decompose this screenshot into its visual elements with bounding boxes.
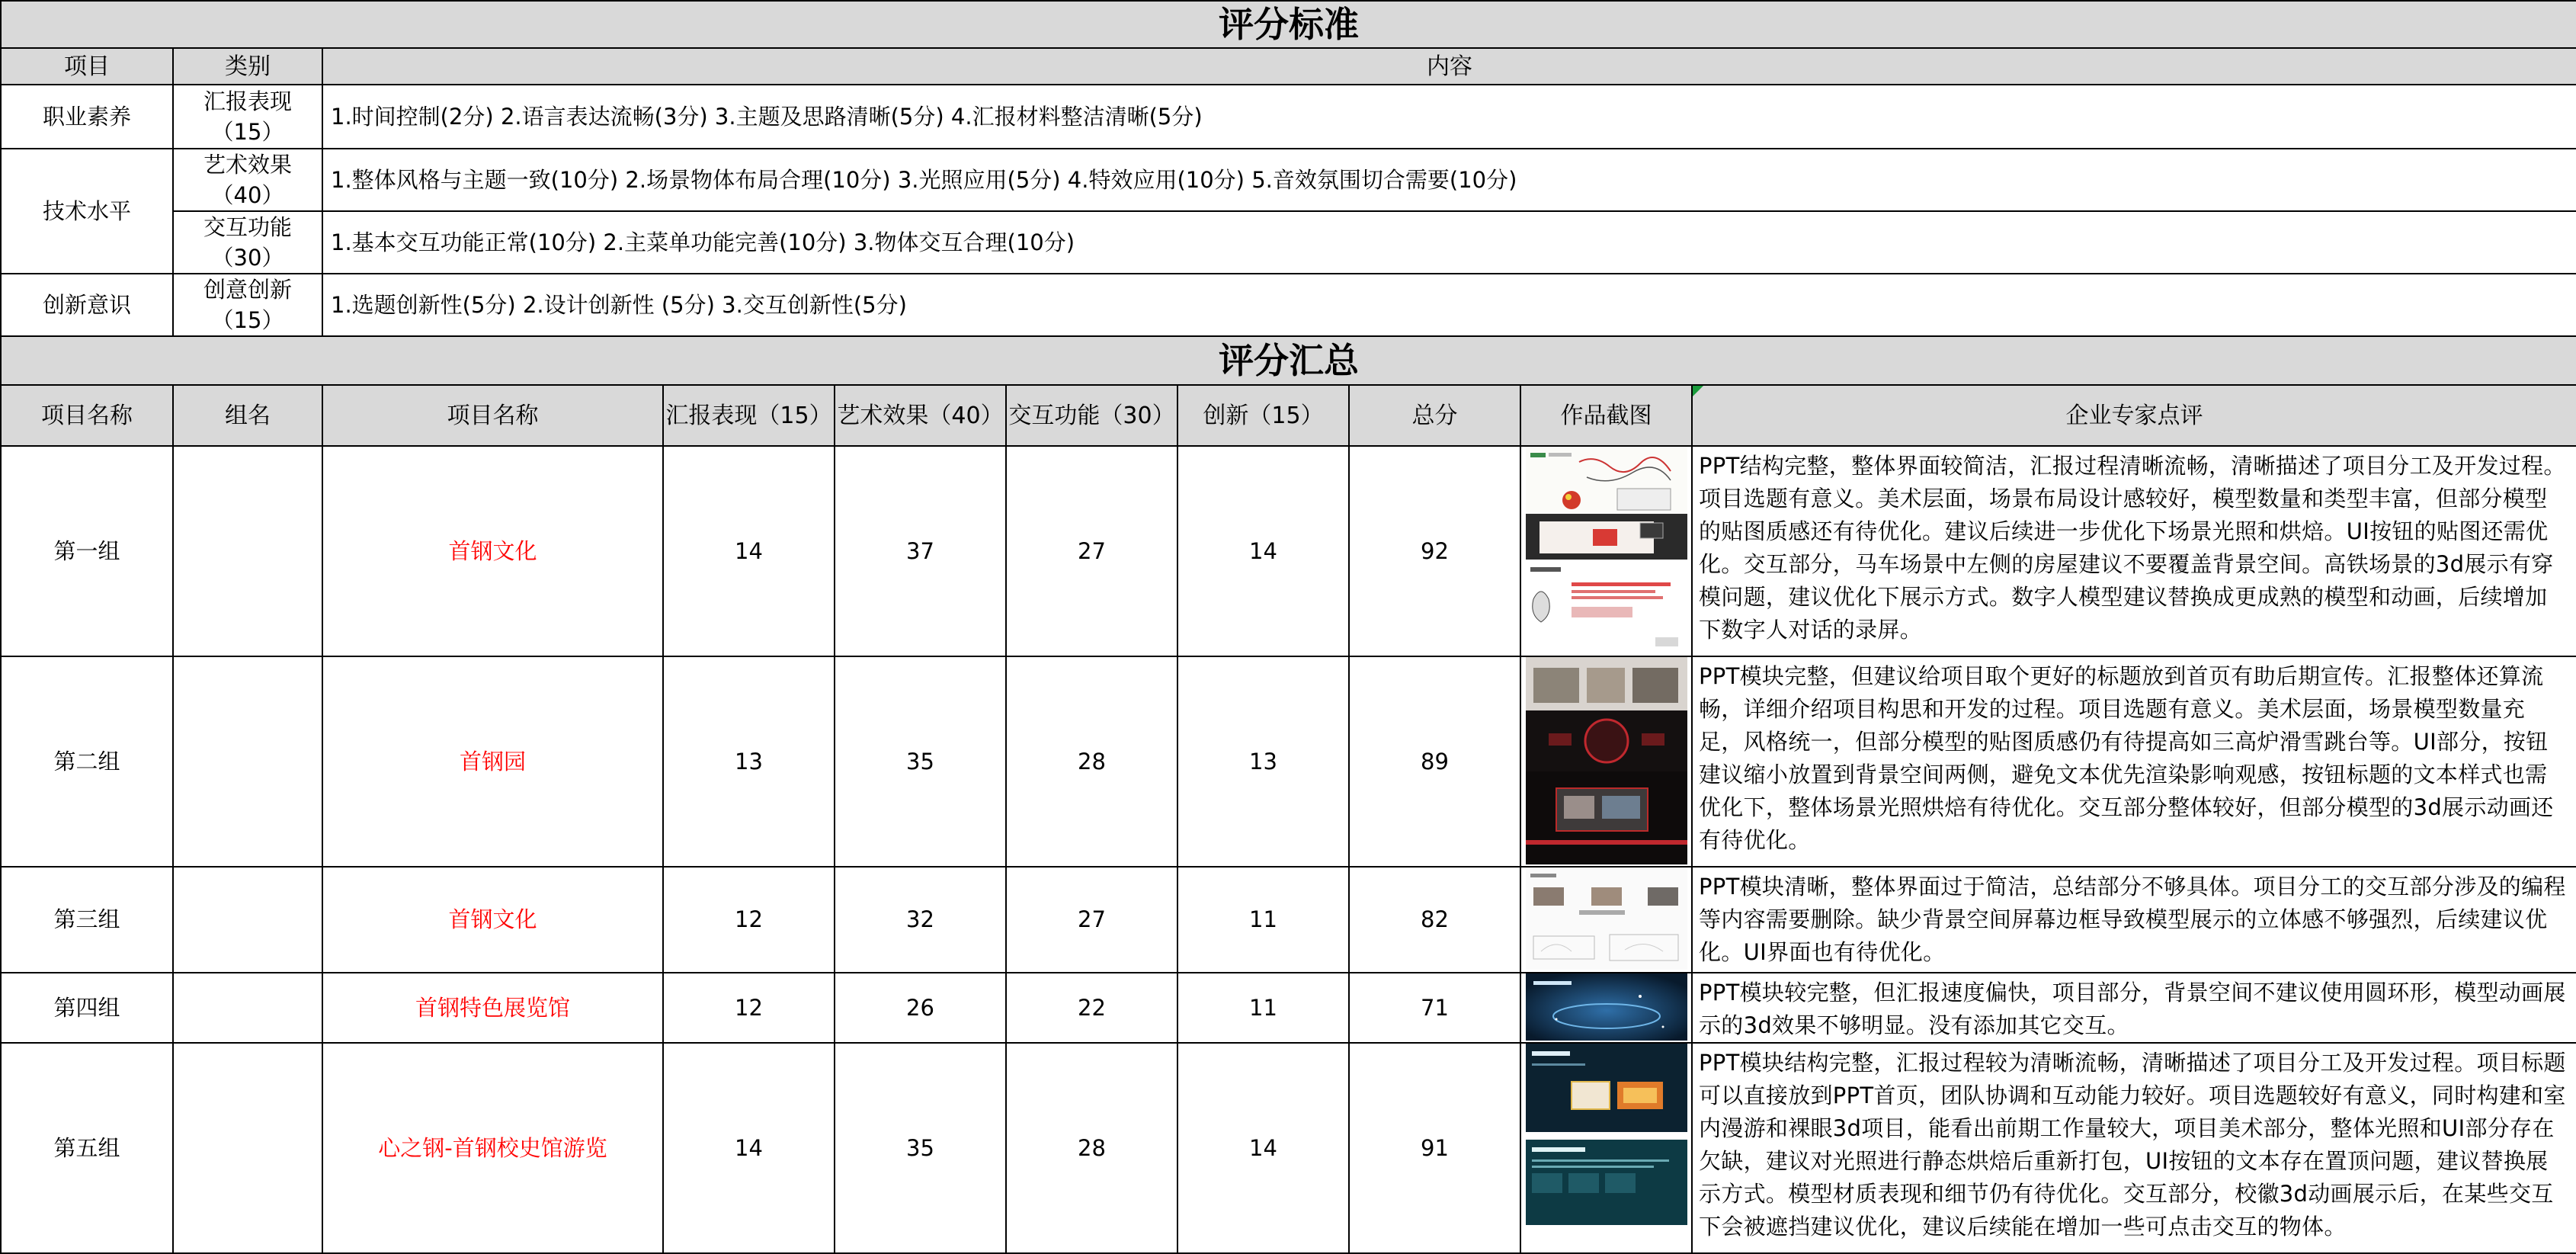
project-name: 首钢特色展览馆 [322, 973, 663, 1043]
criteria-category: 艺术效果（40） [173, 149, 322, 211]
criteria-content: 1.时间控制(2分) 2.语言表达流畅(3分) 3.主题及思路清晰(5分) 4.汇报材料整洁清晰(5分) [322, 85, 2576, 149]
score-interaction: 22 [1006, 973, 1177, 1043]
summary-header-row [1, 385, 2576, 446]
header-report: 汇报表现（15） [663, 385, 835, 446]
score-art: 37 [835, 446, 1006, 656]
project-name: 首钢文化 [322, 867, 663, 973]
header-art: 艺术效果（40） [835, 385, 1006, 446]
work-screenshot-image[interactable] [1526, 868, 1687, 970]
score-report: 14 [663, 1043, 835, 1253]
expert-comment: PPT模块较完整，但汇报速度偏快，项目部分，背景空间不建议使用圆环形，模型动画展示的3d效果不够明显。没有添加其它交互。 [1692, 973, 2576, 1043]
table-row [1, 867, 2576, 973]
score-report: 12 [663, 867, 835, 973]
group-name [173, 867, 322, 973]
score-interaction: 28 [1006, 1043, 1177, 1253]
header-total: 总分 [1349, 385, 1520, 446]
criteria-header-item: 项目 [1, 48, 173, 85]
group-name [173, 1043, 322, 1253]
criteria-category: 汇报表现（15） [173, 85, 322, 149]
score-total: 91 [1349, 1043, 1520, 1253]
score-total: 82 [1349, 867, 1520, 973]
score-innovation: 14 [1177, 446, 1349, 656]
score-art: 32 [835, 867, 1006, 973]
work-screenshot-image[interactable] [1526, 447, 1687, 654]
header-innovation: 创新（15） [1177, 385, 1349, 446]
summary-title: 评分汇总 [1, 336, 2576, 385]
score-total: 92 [1349, 446, 1520, 656]
score-innovation: 11 [1177, 867, 1349, 973]
criteria-header-category: 类别 [173, 48, 322, 85]
score-innovation: 11 [1177, 973, 1349, 1043]
score-total: 71 [1349, 973, 1520, 1043]
criteria-row [1, 85, 2576, 149]
score-report: 13 [663, 656, 835, 867]
criteria-item: 职业素养 [1, 85, 173, 149]
score-art: 26 [835, 973, 1006, 1043]
score-report: 14 [663, 446, 835, 656]
header-interaction: 交互功能（30） [1006, 385, 1177, 446]
screenshot-cell [1520, 867, 1692, 973]
expert-comment: PPT结构完整，整体界面较简洁，汇报过程清晰流畅，清晰描述了项目分工及开发过程。项目选题有意义。美术层面，场景布局设计感较好，模型数量和类型丰富，但部分模型的贴图质感还有待优化。建议后续进一步优化下场景光照和烘焙。UI按钮的贴图还需优化。交互部分，马车场景中左侧的房屋建议不要覆盖背景空间。高铁场景的3d展示有穿模问题，建议优化下展示方式。数字人模型建议替换成更成熟的模型和动画，后续增加下数字人对话的录屏。 [1692, 446, 2576, 656]
criteria-header-content: 内容 [322, 48, 2576, 85]
project-name: 心之钢-首钢校史馆游览 [322, 1043, 663, 1253]
score-innovation: 13 [1177, 656, 1349, 867]
header-screenshot: 作品截图 [1520, 385, 1692, 446]
score-art: 35 [835, 656, 1006, 867]
criteria-title: 评分标准 [1, 1, 2576, 48]
screenshot-cell [1520, 1043, 1692, 1253]
project-name: 首钢园 [322, 656, 663, 867]
work-screenshot-image[interactable] [1526, 973, 1687, 1041]
project-name: 首钢文化 [322, 446, 663, 656]
group-name [173, 973, 322, 1043]
group-name [173, 446, 322, 656]
table-row [1, 973, 2576, 1043]
table-row [1, 1043, 2576, 1253]
criteria-category: 交互功能（30） [173, 211, 322, 274]
screenshot-cell [1520, 973, 1692, 1043]
score-art: 35 [835, 1043, 1006, 1253]
group-label: 第四组 [1, 973, 173, 1043]
criteria-row [1, 211, 2576, 274]
criteria-item: 创新意识 [1, 274, 173, 336]
criteria-header-row [1, 48, 2576, 85]
score-innovation: 14 [1177, 1043, 1349, 1253]
work-screenshot-image[interactable] [1526, 1044, 1687, 1251]
screenshot-cell [1520, 656, 1692, 867]
score-interaction: 27 [1006, 446, 1177, 656]
criteria-item: 技术水平 [1, 149, 173, 274]
group-label: 第五组 [1, 1043, 173, 1253]
work-screenshot-image[interactable] [1526, 657, 1687, 864]
header-expert-label: 企业专家点评 [2065, 402, 2203, 429]
summary-banner-row [1, 336, 2576, 385]
header-project-col: 项目名称 [1, 385, 173, 446]
group-name [173, 656, 322, 867]
header-group-name: 组名 [173, 385, 322, 446]
header-project-name: 项目名称 [322, 385, 663, 446]
criteria-row [1, 274, 2576, 336]
criteria-row [1, 149, 2576, 211]
score-report: 12 [663, 973, 835, 1043]
expert-comment: PPT模块清晰，整体界面过于简洁，总结部分不够具体。项目分工的交互部分涉及的编程等内容需要删除。缺少背景空间屏幕边框导致模型展示的立体感不够强烈，后续建议优化。UI界面也有待优化。 [1692, 867, 2576, 973]
comment-marker-icon [1693, 386, 1703, 396]
criteria-content: 1.整体风格与主题一致(10分) 2.场景物体布局合理(10分) 3.光照应用(5分) 4.特效应用(10分) 5.音效氛围切合需要(10分) [322, 149, 2576, 211]
criteria-content: 1.选题创新性(5分) 2.设计创新性 (5分) 3.交互创新性(5分) [322, 274, 2576, 336]
group-label: 第二组 [1, 656, 173, 867]
score-interaction: 28 [1006, 656, 1177, 867]
criteria-category: 创意创新（15） [173, 274, 322, 336]
group-label: 第一组 [1, 446, 173, 656]
screenshot-cell [1520, 446, 1692, 656]
table-row [1, 446, 2576, 656]
group-label: 第三组 [1, 867, 173, 973]
criteria-banner-row [1, 1, 2576, 48]
criteria-content: 1.基本交互功能正常(10分) 2.主菜单功能完善(10分) 3.物体交互合理(10分) [322, 211, 2576, 274]
expert-comment: PPT模块完整，但建议给项目取个更好的标题放到首页有助后期宣传。汇报整体还算流畅，详细介绍项目构思和开发的过程。项目选题有意义。美术层面，场景模型数量充足，风格统一，但部分模型的贴图质感仍有待提高如三高炉滑雪跳台等。UI部分，按钮建议缩小放置到背景空间两侧，避免文本优先渲染影响观感，按钮标题的文本样式也需优化下，整体场景光照烘焙有待优化。交互部分整体较好，但部分模型的3d展示动画还有待优化。 [1692, 656, 2576, 867]
expert-comment: PPT模块结构完整，汇报过程较为清晰流畅，清晰描述了项目分工及开发过程。项目标题可以直接放到PPT首页，团队协调和互动能力较好。项目选题较好有意义，同时构建和室内漫游和裸眼3d项目，能看出前期工作量较大，项目美术部分，整体光照和UI部分存在欠缺，建议对光照进行静态烘焙后重新打包，UI按钮的文本存在置顶问题，建议替换展示方式。模型材质表现和细节仍有待优化。交互部分，校徽3d动画展示后，在某些交互下会被遮挡建议优化，建议后续能在增加一些可点击交互的物体。 [1692, 1043, 2576, 1253]
score-interaction: 27 [1006, 867, 1177, 973]
table-row [1, 656, 2576, 867]
score-total: 89 [1349, 656, 1520, 867]
header-expert [1692, 385, 2576, 446]
